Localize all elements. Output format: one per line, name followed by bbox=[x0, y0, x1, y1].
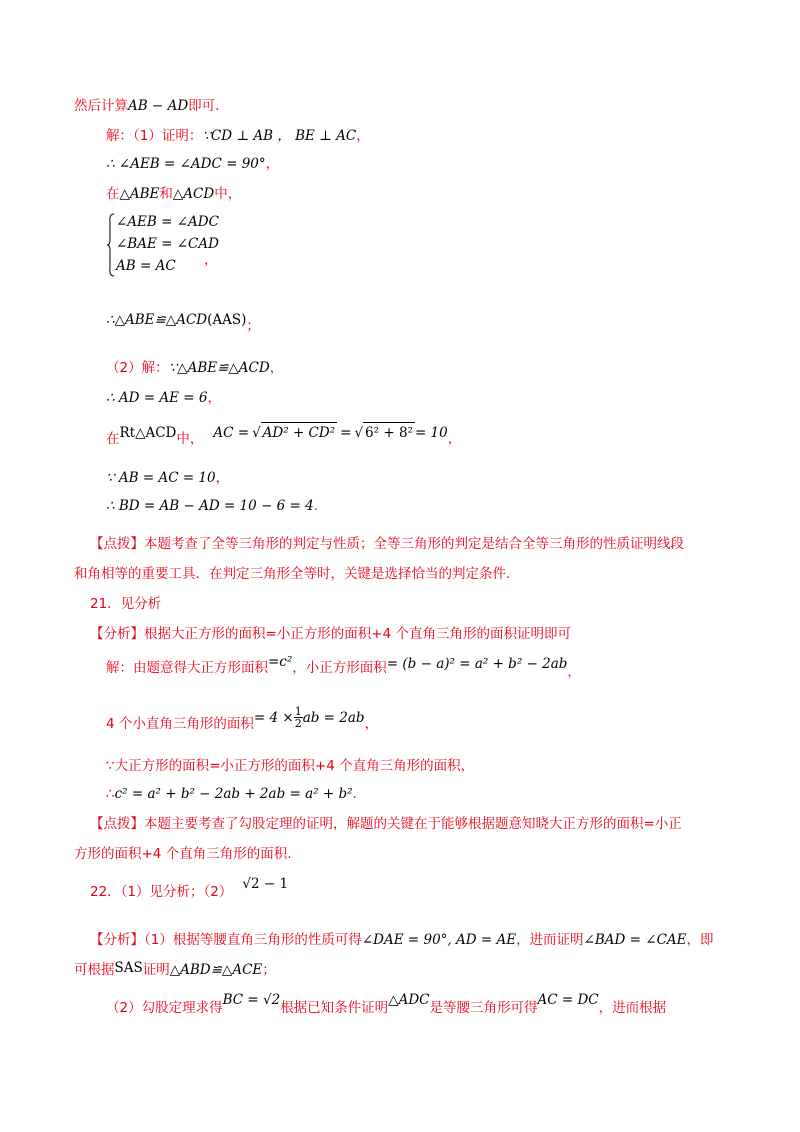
text: ，即 bbox=[686, 932, 714, 948]
brace-icon bbox=[106, 212, 116, 278]
math: △ABE bbox=[119, 186, 160, 202]
text: ； bbox=[246, 318, 260, 334]
text: 【点拨】本题主要考查了勾股定理的证明，解题的关键在于能够根据题意知晓大正方形的面积=小正 bbox=[90, 816, 682, 832]
line-15 bbox=[106, 654, 581, 680]
math: c² = a² + b² − 2ab + 2ab = a² + b² bbox=[114, 786, 353, 802]
text: . bbox=[313, 498, 318, 514]
text: ， bbox=[356, 128, 370, 144]
text: ， bbox=[364, 715, 379, 732]
system-row-2: ∠BAE = ∠CAD bbox=[116, 236, 219, 252]
text: ，小正方形面积 bbox=[292, 660, 387, 676]
math: AC = DC bbox=[537, 992, 599, 1008]
text: ， bbox=[207, 390, 221, 406]
line-3 bbox=[106, 154, 279, 174]
text: 根据已知条件证明 bbox=[280, 1000, 389, 1016]
text: 即可. bbox=[188, 98, 220, 114]
text: ， bbox=[447, 431, 462, 447]
line-13 bbox=[90, 594, 161, 614]
math: Rt△ACD bbox=[119, 425, 177, 441]
denominator: 2 bbox=[294, 717, 302, 730]
line-18 bbox=[106, 784, 357, 804]
text: 4 个小直角三角形的面积 bbox=[106, 715, 254, 732]
line-4 bbox=[106, 184, 241, 204]
text: ∵大正方形的面积=小正方形的面积+4 个直角三角形的面积， bbox=[106, 758, 475, 774]
text: ， bbox=[215, 470, 230, 486]
text: （2）勾股定理求得 bbox=[106, 1000, 223, 1016]
math: AC = bbox=[213, 425, 250, 441]
math: = 10 bbox=[414, 425, 448, 441]
line-17 bbox=[106, 756, 474, 776]
line-24 bbox=[106, 992, 667, 1018]
text: 和 bbox=[159, 186, 173, 202]
line-6 bbox=[106, 358, 283, 378]
math: = bbox=[340, 425, 352, 441]
text: 【分析】根据大正方形的面积=小正方形的面积+4 个直角三角形的面积证明即可 bbox=[90, 626, 572, 642]
text: 解：（1）证明： bbox=[106, 128, 203, 144]
equation-system bbox=[106, 212, 226, 278]
line-14 bbox=[90, 624, 571, 644]
math: ∠DAE = 90°, AD = AE bbox=[361, 932, 517, 948]
line-7 bbox=[106, 388, 221, 408]
line-22 bbox=[90, 930, 714, 950]
text: ∴ bbox=[106, 786, 115, 802]
math: (AAS) bbox=[207, 312, 247, 328]
text: 21．见分析 bbox=[90, 596, 162, 612]
text: 【分析】（1）根据等腰直角三角形的性质可得 bbox=[90, 932, 362, 948]
text: 在 bbox=[106, 431, 120, 447]
fraction bbox=[294, 706, 303, 729]
math: ab = 2ab bbox=[302, 709, 365, 726]
math: BC = √2 bbox=[222, 992, 281, 1008]
math: AB − AD bbox=[128, 98, 189, 114]
line-19 bbox=[90, 814, 682, 834]
line-16 bbox=[106, 705, 379, 732]
line-2 bbox=[106, 126, 370, 146]
math: ∠BAD = ∠CAE bbox=[583, 932, 687, 948]
system-tail: ， bbox=[204, 252, 218, 268]
math: =c² bbox=[268, 654, 293, 670]
text: 可根据 bbox=[74, 962, 115, 978]
math: = 4 × bbox=[253, 709, 294, 726]
math: AD² + CD² bbox=[261, 422, 337, 443]
math: SAS bbox=[114, 960, 143, 976]
text: 中， bbox=[176, 431, 204, 447]
line-12 bbox=[74, 564, 510, 584]
math: ∴△ABE≌△ACD bbox=[106, 312, 208, 328]
system-row-3: AB = AC bbox=[116, 258, 176, 274]
math: ∵CD ⊥ AB ， BE ⊥ AC bbox=[202, 128, 357, 144]
line-9 bbox=[106, 468, 229, 488]
text: ； bbox=[262, 962, 276, 978]
math: ∵△ABE≌△ACD bbox=[168, 360, 270, 376]
math: △ACD bbox=[172, 186, 215, 202]
line-10 bbox=[106, 496, 318, 516]
line-21 bbox=[90, 876, 289, 902]
line-11 bbox=[90, 534, 684, 554]
math: ∴ AD = AE = 6 bbox=[106, 390, 208, 406]
text: 解：由题意得大正方形面积 bbox=[106, 660, 268, 676]
text: （2）解： bbox=[106, 360, 169, 376]
math: = (b − a)² = a² + b² − 2ab bbox=[386, 656, 568, 672]
system-row-1: ∠AEB = ∠ADC bbox=[116, 214, 219, 230]
line-5 bbox=[106, 310, 260, 334]
line-20 bbox=[74, 844, 291, 864]
math: △ADC bbox=[388, 992, 430, 1008]
text: ，进而根据 bbox=[598, 1000, 667, 1016]
text: ，进而证明 bbox=[516, 932, 584, 948]
text: 是等腰三角形可得 bbox=[429, 1000, 538, 1016]
text: 22．（1）见分析；（2） bbox=[90, 884, 233, 900]
math: 6² + 8² bbox=[363, 422, 415, 443]
text: . bbox=[352, 786, 357, 802]
numerator: 1 bbox=[294, 705, 302, 718]
text: 证明 bbox=[142, 962, 170, 978]
text: 然后计算 bbox=[74, 98, 128, 114]
line-8: 在Rt△ACD中， AC = √ AD² + CD² = √ 6² + 8² = 10， bbox=[106, 422, 461, 448]
math: ∴ ∠AEB = ∠ADC = 90° bbox=[106, 156, 266, 172]
math: ∵ AB = AC = 10 bbox=[106, 470, 216, 486]
text: ， bbox=[567, 664, 581, 680]
text: ， bbox=[265, 156, 280, 172]
text: 和角相等的重要工具．在判定三角形全等时，关键是选择恰当的判定条件. bbox=[74, 566, 511, 582]
text: 在 bbox=[106, 186, 120, 202]
math: √2 − 1 bbox=[242, 876, 289, 892]
math: ∴ BD = AB − AD = 10 − 6 = 4 bbox=[106, 498, 314, 514]
math: △ABD≌△ACE bbox=[169, 962, 263, 978]
text: ， bbox=[269, 360, 284, 376]
text: 方形的面积+4 个直角三角形的面积. bbox=[74, 846, 292, 862]
line-1 bbox=[74, 96, 219, 116]
text: 中， bbox=[214, 186, 242, 202]
text: 【点拨】本题考查了全等三角形的判定与性质；全等三角形的判定是结合全等三角形的性质证明线段 bbox=[90, 536, 684, 552]
line-23 bbox=[74, 960, 276, 980]
